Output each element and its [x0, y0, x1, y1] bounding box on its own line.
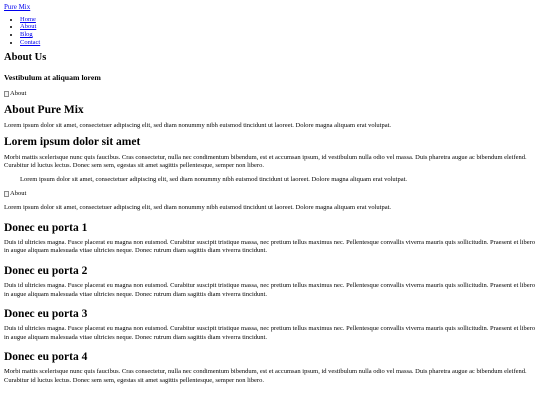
brand-link[interactable]: Pure Mix [4, 3, 31, 11]
page-title: About Us [4, 52, 47, 64]
section-text-about-pure-mix: Lorem ipsum dolor sit amet, consectetuer adipiscing elit, sed diam nonummy nibh euismod tincidunt ut laoreet. Dolore magna aliquam erat volutpat. [4, 121, 392, 129]
blockquote-text: Lorem ipsum dolor sit amet, consectetuer adipiscing elit, sed diam nonummy nibh euismod tincidunt ut laoreet. Dolore magna aliquam erat volutpat. [20, 176, 408, 184]
about-image-2 [4, 190, 536, 198]
section-text-porta-2: Duis id ultricies magna. Fusce placerat eu magna non euismod. Curabitur suscipit tristique massa, nec pretium tellus maximus nec. Pellentesque convallis viverra mauris quis sollicitudin. Praesent et libero in augue aliquam malesuada vitae ultricies neque. Donec rutrum diam sagittis diam viverra tincidunt. [4, 282, 536, 298]
nav-link-blog[interactable]: Blog [20, 30, 33, 38]
nav-item-about [20, 23, 536, 31]
broken-image-icon [4, 191, 9, 197]
nav-link-home[interactable]: Home [20, 15, 36, 23]
section-text-lorem-2: Lorem ipsum dolor sit amet, consectetuer adipiscing elit, sed diam nonummy nibh euismod tincidunt ut laoreet. Dolore magna aliquam erat volutpat. [4, 204, 392, 212]
nav-link-about[interactable]: About [20, 23, 37, 31]
section-title-porta-2: Donec eu porta 2 [4, 264, 88, 277]
nav-item-home [20, 16, 536, 24]
section-title-porta-1: Donec eu porta 1 [4, 221, 88, 234]
page-subtitle: Vestibulum at aliquam lorem [4, 72, 101, 82]
section-title-porta-4: Donec eu porta 4 [4, 350, 88, 363]
nav-item-blog [20, 31, 536, 39]
section-text-porta-4: Morbi mattis scelerisque nunc quis faucibus. Cras consectetur, nulla nec condimentum bibendum, est et accumsan ipsum, id vestibulum nulla odio vel massa. Duis pharetra augue ac bibendum eleifend. Curabitur id luctus lectus. Donec sem sem, egestas sit amet sagittis pellentesque, semper non libero. [4, 368, 527, 384]
about-image [4, 90, 536, 98]
section-title-about-pure-mix: About Pure Mix [4, 104, 84, 117]
page [4, 3, 536, 391]
nav-link-contact[interactable]: Contact [20, 38, 41, 46]
about-image-2-alt: About [10, 190, 27, 198]
broken-image-icon [4, 91, 9, 97]
section-title-porta-3: Donec eu porta 3 [4, 307, 88, 320]
section-text-porta-3: Duis id ultricies magna. Fusce placerat eu magna non euismod. Curabitur suscipit tristique massa, nec pretium tellus maximus nec. Pellentesque convallis viverra mauris quis sollicitudin. Praesent et libero in augue aliquam malesuada vitae ultricies neque. Donec rutrum diam sagittis diam viverra tincidunt. [4, 325, 536, 341]
section-text-lorem: Morbi mattis scelerisque nunc quis faucibus. Cras consectetur, nulla nec condimentum bibendum, est et accumsan ipsum, id vestibulum nulla odio vel massa. Duis pharetra augue ac bibendum eleifend. Curabitur id luctus lectus. Donec sem sem, egestas sit amet sagittis pellentesque, semper non libero. [4, 153, 527, 170]
about-image-alt: About [10, 90, 27, 98]
nav-item-contact [20, 39, 536, 47]
main-nav [4, 16, 536, 46]
section-text-porta-1: Duis id ultricies magna. Fusce placerat eu magna non euismod. Curabitur suscipit tristique massa, nec pretium tellus maximus nec. Pellentesque convallis viverra mauris quis sollicitudin. Praesent et libero in augue aliquam malesuada vitae ultricies neque. Donec rutrum diam sagittis diam viverra tincidunt. [4, 239, 536, 255]
section-title-lorem: Lorem ipsum dolor sit amet [4, 136, 141, 149]
